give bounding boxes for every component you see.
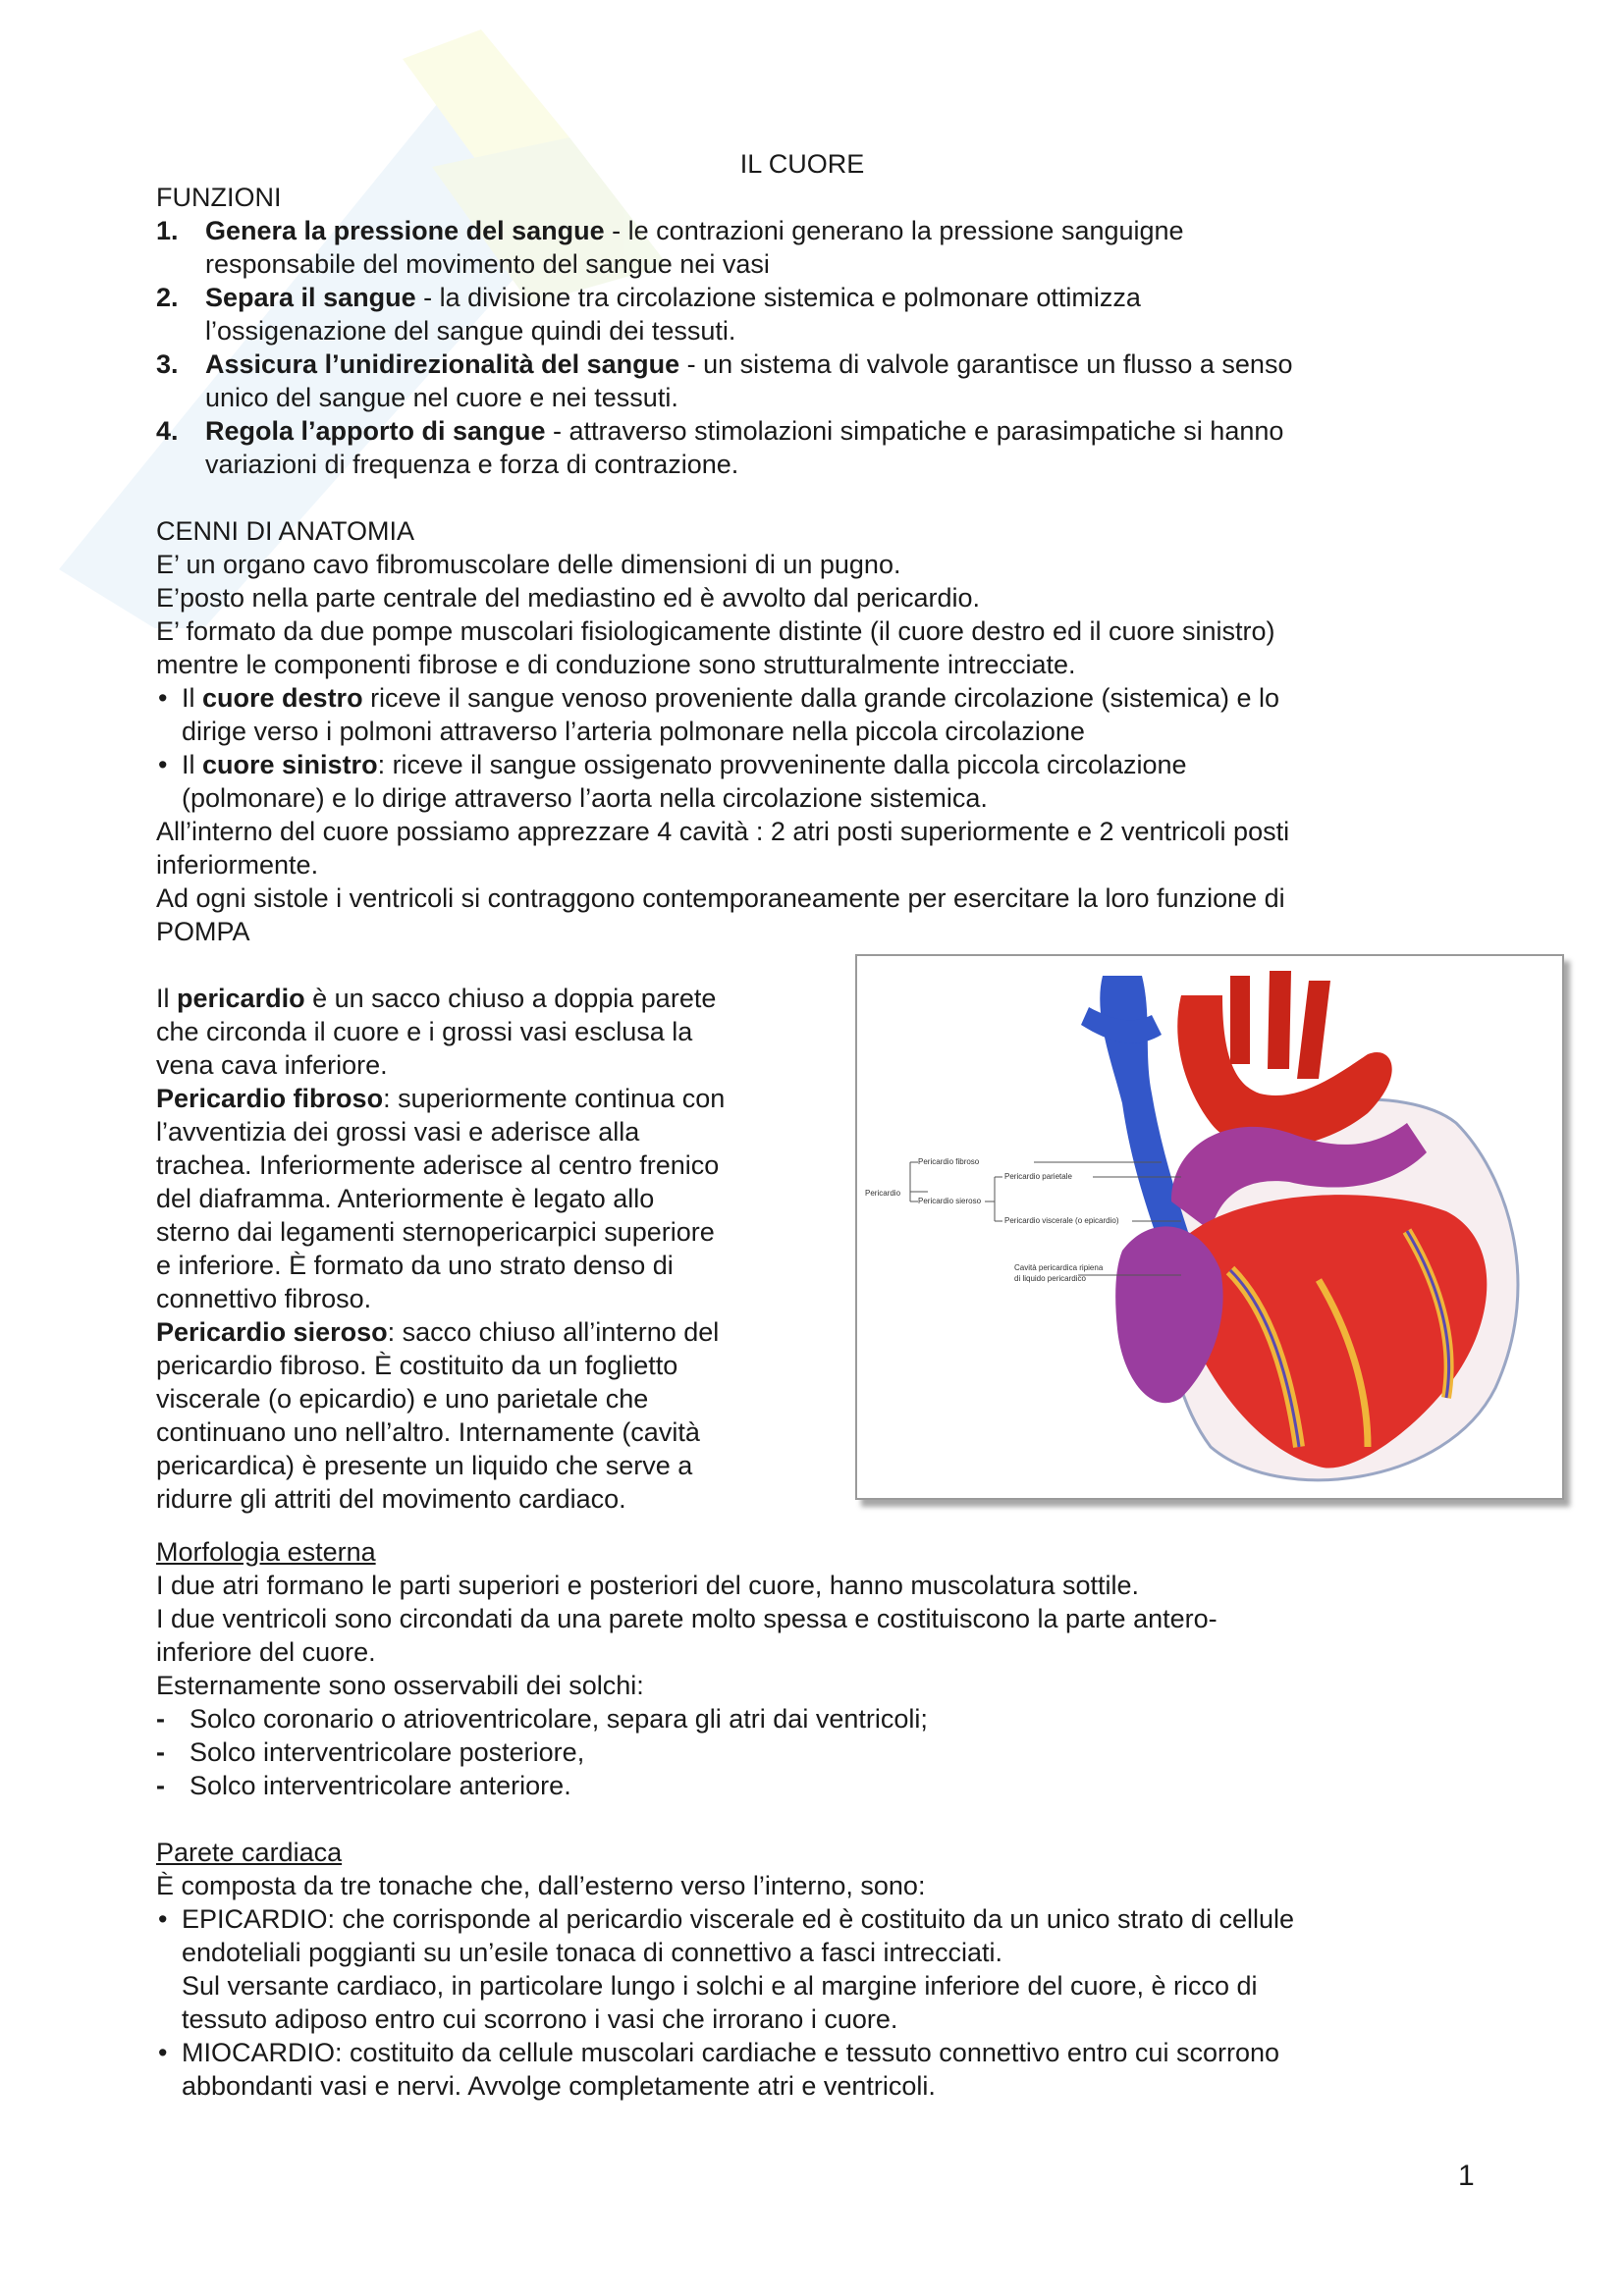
pericardio-text: Il pericardio è un sacco chiuso a doppia parete che circonda il cuore e i grossi vasi esclusa la vena cava inferiore. Pericardio fibroso: superiormente continua con l’avventizia dei grossi vasi e aderisce alla trachea. Inferiormente aderisce al centro frenico del diaframma. Anteriormente è legato allo sterno dai legamenti sternopericarpici superiore e inferiore. È formato da uno strato denso di connettivo fibroso. Pericardio sieroso: sacco chiuso all’interno del pericardio fibroso. È costituito da un foglietto viscerale (o epicardio) e uno parietale che continuano uno nell’altro. Internamente (cavità pericardica) è presente un liquido che serve a ridurre gli attriti del movimento cardiaco.	[156, 984, 726, 1514]
anatomia-paragraph: E’posto nella parte centrale del mediastino ed è avvolto dal pericardio.	[156, 583, 981, 613]
list-item: - Solco coronario o atrioventricolare, separa gli atri dai ventricoli;	[156, 1704, 928, 1734]
morfologia-paragraph: I due atri formano le parti superiori e posteriori del cuore, hanno muscolatura sottile.	[156, 1571, 1140, 1600]
morfologia-paragraph: inferiore del cuore.	[156, 1637, 376, 1667]
anatomia-paragraph: inferiormente.	[156, 850, 319, 880]
page-title: IL CUORE	[739, 149, 865, 179]
tonache-list	[156, 1902, 1482, 2103]
figure-label: Pericardio sieroso	[918, 1197, 982, 1205]
heart-illustration	[855, 954, 1564, 1500]
figure-label: Pericardio viscerale (o epicardio)	[1004, 1216, 1119, 1225]
list-item: • Il cuore sinistro: riceve il sangue ossigenato provveninente dalla piccola circolazione (polmonare) e lo dirige attraverso l’aorta nella circolazione sistemica.	[158, 750, 1187, 813]
figure-label: Pericardio fibroso	[918, 1157, 980, 1166]
morfologia-paragraph: Esternamente sono osservabili dei solchi:	[156, 1671, 644, 1700]
figure-label: Pericardio parietale	[1004, 1172, 1072, 1181]
morfologia-heading: Morfologia esterna	[156, 1537, 376, 1567]
parete-heading: Parete cardiaca	[156, 1838, 343, 1867]
morfologia-paragraph: I due ventricoli sono circondati da una parete molto spessa e costituiscono la parte antero-	[156, 1604, 1218, 1633]
list-item: • EPICARDIO: che corrisponde al pericardio viscerale ed è costituito da un unico strato di cellule endoteliali poggianti su un’esile tonaca di connettivo a fasci intrecciati. Sul versante cardiaco, in particolare lungo i solchi e al margine inferiore del cuore, è ricco di tessuto adiposo entro cui scorrono i vasi che irrorano i cuore.	[158, 1904, 1295, 2034]
list-item: • MIOCARDIO: costituito da cellule muscolari cardiache e tessuto connettivo entro cui scorrono abbondanti vasi e nervi. Avvolge completamente atri e ventricoli.	[158, 2038, 1279, 2101]
figure-label: Pericardio	[865, 1189, 901, 1198]
anatomia-paragraph: All’interno del cuore possiamo apprezzare 4 cavità : 2 atri posti superiormente e 2 ventricoli posti	[156, 817, 1290, 846]
document-page	[156, 147, 1482, 2103]
figure-label: Cavità pericardica ripiena	[1014, 1263, 1104, 1272]
anatomia-paragraph: POMPA	[156, 917, 250, 946]
heart-drawing	[857, 956, 1562, 1498]
figure-label: di liquido pericardico	[1014, 1274, 1086, 1283]
anatomia-paragraph: E’ un organo cavo fibromuscolare delle dimensioni di un pugno.	[156, 550, 901, 579]
cuore-list	[156, 681, 1482, 815]
anatomia-paragraph: Ad ogni sistole i ventricoli si contraggono contemporaneamente per esercitare la loro funzione di	[156, 883, 1285, 913]
page-number: 1	[1458, 2160, 1475, 2192]
list-item: 2. Separa il sangue - la divisione tra circolazione sistemica e polmonare ottimizza l’ossigenazione del sangue quindi dei tessuti.	[156, 283, 1141, 346]
list-item: • Il cuore destro riceve il sangue venoso proveniente dalla grande circolazione (sistemica) e lo dirige verso i polmoni attraverso l’arteria polmonare nella piccola circolazione	[158, 683, 1280, 746]
funzioni-heading: FUNZIONI	[156, 183, 282, 212]
list-item: 4. Regola l’apporto di sangue - attraverso stimolazioni simpatiche e parasimpatiche si hanno variazioni di frequenza e forza di contrazione.	[156, 416, 1284, 479]
list-item: 1. Genera la pressione del sangue - le contrazioni generano la pressione sanguigne responsabile del movimento del sangue nei vasi	[156, 216, 1184, 279]
funzioni-list	[156, 214, 1482, 481]
solchi-list	[156, 1702, 1482, 1802]
parete-paragraph: È composta da tre tonache che, dall’esterno verso l’interno, sono:	[156, 1871, 926, 1900]
list-item: 3. Assicura l’unidirezionalità del sangue - un sistema di valvole garantisce un flusso a senso unico del sangue nel cuore e nei tessuti.	[156, 349, 1293, 412]
anatomia-paragraph: E’ formato da due pompe muscolari fisiologicamente distinte (il cuore destro ed il cuore sinistro)	[156, 616, 1275, 646]
anatomia-heading: CENNI DI ANATOMIA	[156, 516, 415, 546]
list-item: - Solco interventricolare posteriore,	[156, 1737, 585, 1767]
list-item: - Solco interventricolare anteriore.	[156, 1771, 571, 1800]
pericardio-section	[156, 982, 1482, 1531]
anatomia-paragraph: mentre le componenti fibrose e di conduzione sono strutturalmente intrecciate.	[156, 650, 1076, 679]
